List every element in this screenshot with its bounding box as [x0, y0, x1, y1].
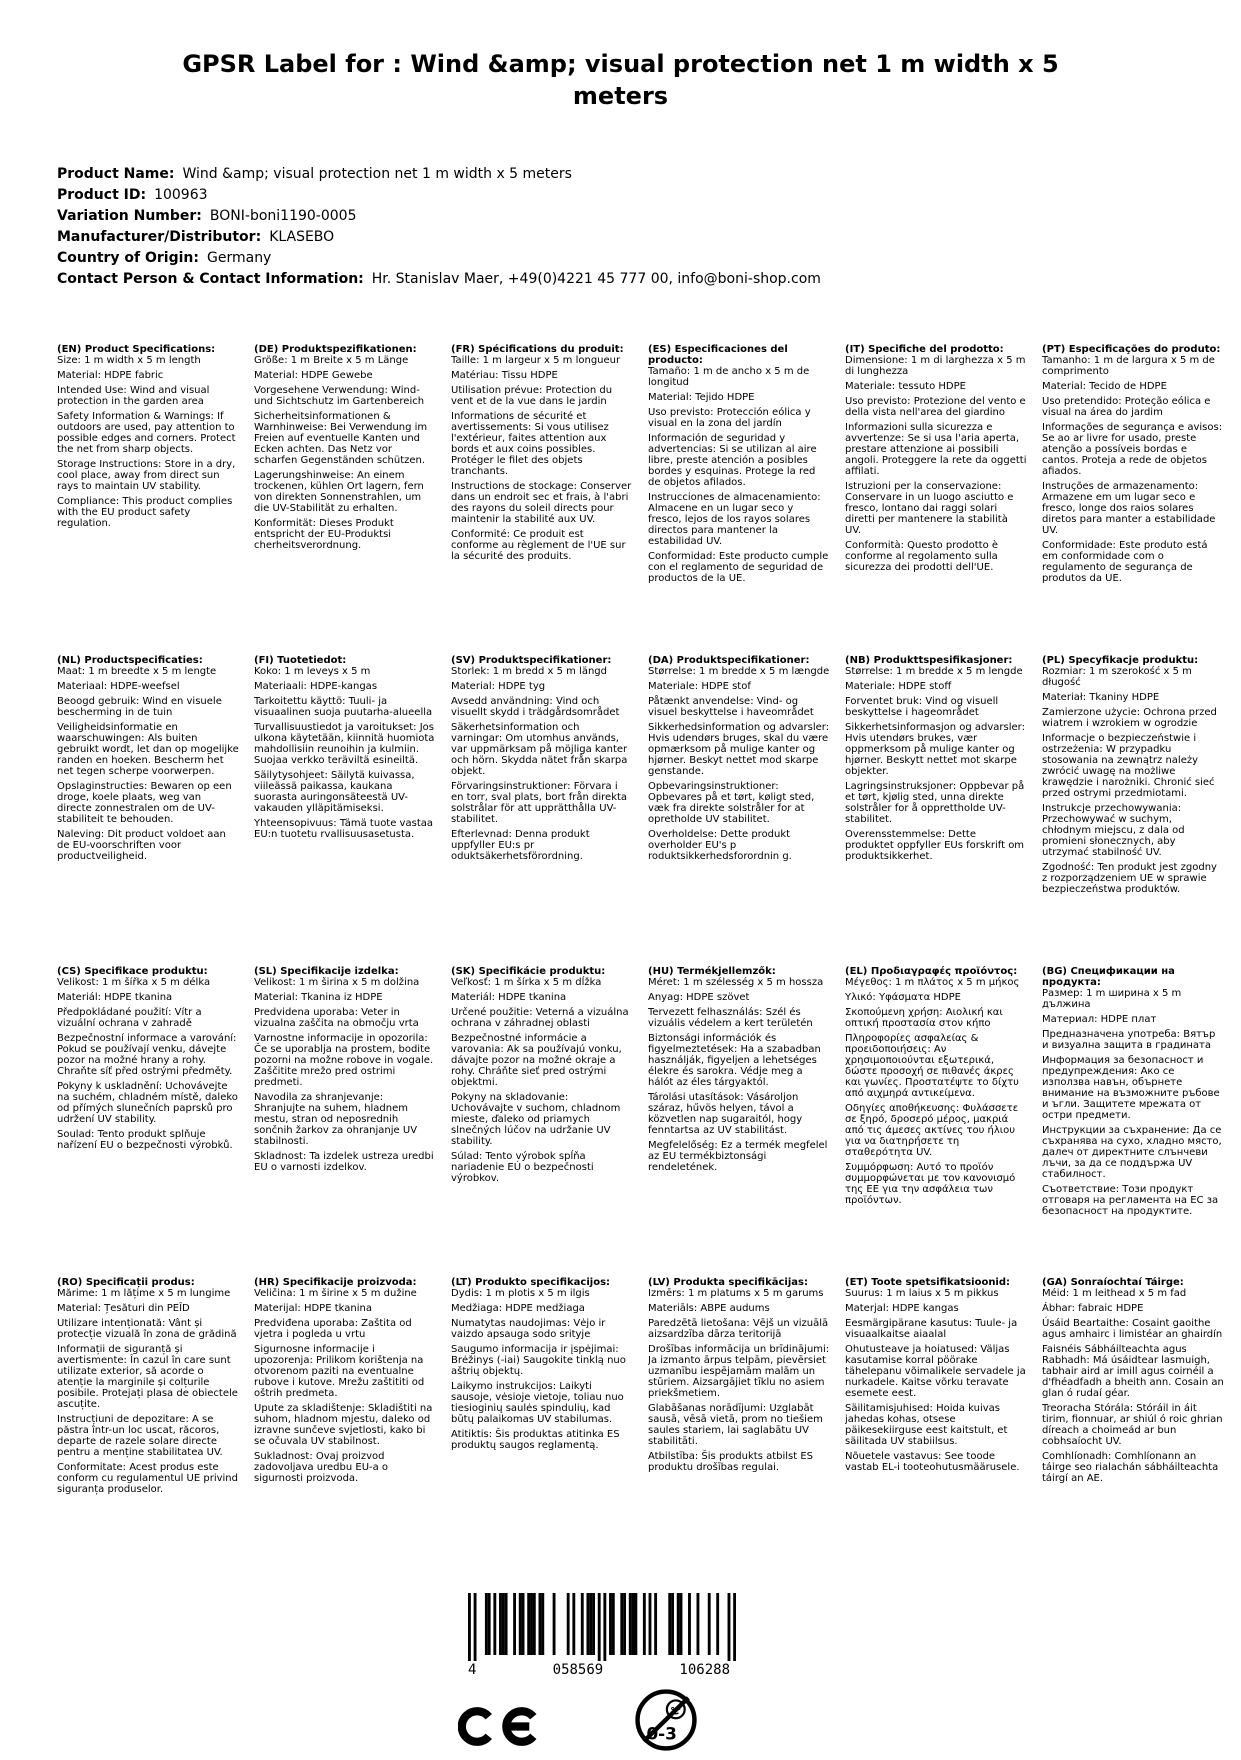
lang-block-body	[648, 366, 830, 584]
lang-block-body	[1042, 355, 1224, 584]
lang-paragraph: Predviđena uporaba: Zaštita od vjetra i pogleda u vrtu	[254, 1318, 412, 1340]
lang-block-header: (HR) Specifikacije proizvoda:	[254, 1277, 417, 1288]
lang-paragraph: Materiale: HDPE stof	[648, 681, 751, 692]
lang-paragraph: Utilizare intenționată: Vânt și protecție vizuală în zona de grădină	[57, 1318, 237, 1340]
lang-paragraph: Ohutusteave ja hoiatused: Väljas kasutamise korral pöörake tähelepanu võimalikele servadele ja nurkadele. Kaitse võrku teravate esemete eest.	[845, 1344, 1026, 1399]
lang-block-fr	[451, 344, 633, 655]
product-field-value: 100963	[154, 187, 208, 203]
lang-block-header: (ES) Especificaciones del producto:	[648, 344, 788, 366]
lang-paragraph: Zgodność: Ten produkt jest zgodny z rozporządzeniem UE w sprawie bezpieczeństwa produktów.	[1042, 862, 1217, 895]
lang-paragraph: Soulad: Tento produkt splňuje nařízení EU o bezpečnosti výrobků.	[57, 1129, 233, 1151]
lang-block-header: (SV) Produktspecifikationer:	[451, 655, 612, 666]
product-field-value: BONI-boni1190-0005	[209, 208, 357, 224]
lang-paragraph: Veličina: 1 m širine x 5 m dužine	[254, 1288, 417, 1299]
lang-block-header: (DE) Produktspezifikationen:	[254, 344, 417, 355]
lang-paragraph: Predvidena uporaba: Veter in vizualna zaščita na območju vrta	[254, 1007, 419, 1029]
lang-paragraph: Saugumo informacija ir įspėjimai: Brėžinys (-iai) Saugokite tinklą nuo aštrių objektų.	[451, 1344, 626, 1377]
lang-paragraph: Medžiaga: HDPE medžiaga	[451, 1303, 585, 1314]
lang-block-ga	[1042, 1277, 1224, 1588]
lang-paragraph: Material: HDPE Gewebe	[254, 370, 373, 381]
barcode-bars-icon	[468, 1593, 736, 1661]
lang-paragraph: Treoracha Stórála: Stóráil in áit tirim, fionnuar, ar shiúl ó roic ghrian díreach a choimeád ar bun cobhsaíocht UV.	[1042, 1403, 1223, 1447]
lang-paragraph: Opslaginstructies: Bewaren op een droge, koele plaats, weg van directe zonnestralen om de UV-stabiliteit te behouden.	[57, 781, 232, 825]
lang-paragraph: Suurus: 1 m laius x 5 m pikkus	[845, 1288, 999, 1299]
lang-paragraph: Vorgesehene Verwendung: Wind- und Sichtschutz im Gartenbereich	[254, 385, 425, 407]
lang-paragraph: Storlek: 1 m bredd x 5 m längd	[451, 666, 607, 677]
lang-paragraph: Materiał: Tkaniny HDPE	[1042, 692, 1160, 703]
lang-block-header: (CS) Specifikace produktu:	[57, 966, 208, 977]
lang-block-body	[845, 666, 1027, 862]
lang-block-header: (PT) Especificações do produto:	[1042, 344, 1221, 355]
lang-paragraph: Material: Țesături din PEÎD	[57, 1303, 190, 1314]
lang-paragraph: Størrelse: 1 m bredde x 5 m lengde	[845, 666, 1023, 677]
lang-block-hu	[648, 966, 830, 1277]
lang-paragraph: Sikkerhedsinformation og advarsler: Hvis udendørs bruges, skal du være opmærksom på mulige kanter og hjørner. Beskyt nettet mod skarpe genstande.	[648, 722, 830, 777]
lang-paragraph: Avsedd användning: Vind och visuellt skydd i trädgårdsområdet	[451, 696, 620, 718]
lang-paragraph: Materiál: HDPE tkanina	[451, 992, 567, 1003]
lang-paragraph: Materiaal: HDPE-weefsel	[57, 681, 180, 692]
lang-paragraph: Konformität: Dieses Produkt entspricht der EU-Produktsi cherheitsverordnung.	[254, 518, 394, 551]
lang-paragraph: Material: Tejido HDPE	[648, 392, 755, 403]
age-warning-0-3-icon	[634, 1684, 698, 1760]
lang-paragraph: Sikkerhetsinformasjon og advarsler: Hvis utendørs brukes, vær oppmerksom på mulige kanter og hjørner. Beskytt nettet mot skarpe objekter.	[845, 722, 1025, 777]
lang-paragraph: Materiál: HDPE tkanina	[57, 992, 173, 1003]
lang-paragraph: Material: Tkanina iz HDPE	[254, 992, 383, 1003]
product-field-value: Hr. Stanislav Maer, +49(0)4221 45 777 00, info@boni-shop.com	[371, 271, 821, 287]
lang-paragraph: Laikymo instrukcijos: Laikyti sausoje, vėsioje vietoje, toliau nuo tiesioginių saulės spindulių, kad būtų palaikomas UV stabilumas.	[451, 1381, 624, 1425]
lang-paragraph: Matériau: Tissu HDPE	[451, 370, 558, 381]
lang-paragraph: Instruções de armazenamento: Armazene em um lugar seco e fresco, longe dos raios solares diretos para manter a estabilidade UV.	[1042, 481, 1216, 536]
lang-paragraph: Информация за безопасност и предупреждения: Ако се използва навън, обърнете внимание на възможните ръбове и ъгли. Защитете мрежата от остри предмети.	[1042, 1055, 1220, 1121]
lang-paragraph: Velikost: 1 m širina x 5 m dolžina	[254, 977, 420, 988]
lang-paragraph: Atbilstība: Šis produkts atbilst ES produktu drošības regulai.	[648, 1451, 814, 1473]
lang-block-header: (IT) Specifiche del prodotto:	[845, 344, 1004, 355]
product-field-row	[57, 227, 821, 248]
lang-paragraph: Utilisation prévue: Protection du vent et de la vue dans le jardin	[451, 385, 613, 407]
product-field-value: Germany	[207, 250, 272, 266]
lang-paragraph: Conformità: Questo prodotto è conforme al regolamento sulla sicurezza dei prodotti dell'UE.	[845, 540, 999, 573]
product-field-label: Product ID:	[57, 187, 147, 203]
age-warning-text: 0-3	[646, 1723, 677, 1744]
lang-block-cs	[57, 966, 239, 1277]
lang-paragraph: Size: 1 m width x 5 m length	[57, 355, 201, 366]
lang-paragraph: Materjal: HDPE kangas	[845, 1303, 959, 1314]
lang-block-sv	[451, 655, 633, 966]
lang-paragraph: Tamaño: 1 m de ancho x 5 m de longitud	[648, 366, 810, 388]
lang-paragraph: Compliance: This product complies with the EU product safety regulation.	[57, 496, 233, 529]
lang-paragraph: Veiligheidsinformatie en waarschuwingen: Als buiten gebruikt wordt, let dan op mogelijke randen en hoeken. Bescherm het net tegen scherpe voorwerpen.	[57, 722, 239, 777]
lang-paragraph: Upute za skladištenje: Skladištiti na suhom, hladnom mjestu, daleko od izravne sunčeve svjetlosti, kako bi se očuvala UV stabilnost.	[254, 1403, 433, 1447]
lang-block-body	[254, 355, 436, 551]
lang-paragraph: Förvaringsinstruktioner: Förvara i en torr, sval plats, bort från direkta solstrålar för att upprätthålla UV-stabilitet.	[451, 781, 628, 825]
lang-paragraph: Skladnost: Ta izdelek ustreza uredbi EU o varnosti izdelkov.	[254, 1151, 434, 1173]
lang-paragraph: Naleving: Dit product voldoet aan de EU-voorschriften voor productveiligheid.	[57, 829, 226, 862]
lang-paragraph: Pokyny na skladovanie: Uchovávajte v suchom, chladnom mieste, ďaleko od priamych slnečných lúčov na udržanie UV stability.	[451, 1092, 621, 1147]
lang-paragraph: Intended Use: Wind and visual protection in the garden area	[57, 385, 210, 407]
lang-block-lt	[451, 1277, 633, 1588]
lang-paragraph: Material: HDPE fabric	[57, 370, 164, 381]
lang-block-header: (EL) Προδιαγραφές προϊόντος:	[845, 966, 1018, 977]
lang-paragraph: Información de seguridad y advertencias: Si se utilizan al aire libre, preste atención a posibles bordes y esquinas. Protege la red de objetos afilados.	[648, 433, 817, 488]
lang-block-body	[451, 977, 633, 1184]
lang-paragraph: Materiale: HDPE stoff	[845, 681, 952, 692]
lang-block-body	[254, 666, 436, 840]
lang-block-header: (SK) Špecifikácie produktu:	[451, 966, 606, 977]
lang-paragraph: Anyag: HDPE szövet	[648, 992, 750, 1003]
lang-block-body	[451, 666, 633, 862]
lang-paragraph: Dydis: 1 m plotis x 5 m ilgis	[451, 1288, 590, 1299]
lang-paragraph: Overensstemmelse: Dette produktet oppfyller EUs forskrift om produktsikkerhet.	[845, 829, 1025, 862]
lang-paragraph: Materiāls: ABPE audums	[648, 1303, 770, 1314]
lang-paragraph: Beoogd gebruik: Wind en visuele bescherming in de tuin	[57, 696, 222, 718]
lang-paragraph: Uso previsto: Protezione del vento e della vista nell'area del giardino	[845, 396, 1026, 418]
lang-paragraph: Súlad: Tento výrobok spĺňa nariadenie EÚ o bezpečnosti výrobkov.	[451, 1151, 594, 1184]
lang-block-bg	[1042, 966, 1224, 1277]
lang-paragraph: Mărime: 1 m lățime x 5 m lungime	[57, 1288, 231, 1299]
language-grid	[57, 344, 1224, 1588]
lang-paragraph: Instrucțiuni de depozitare: A se păstra într-un loc uscat, răcoros, departe de razele solare directe pentru a menține stabilitatea UV.	[57, 1414, 223, 1458]
lang-block-body	[57, 666, 239, 862]
lang-paragraph: Faisnéis Sábháilteachta agus Rabhadh: Má úsáidtear lasmuigh, tabhair aird ar imill agus coirnéil a d'fhéadfadh a bheith ann. Cosain an glan ó rudaí géar.	[1042, 1344, 1224, 1399]
lang-paragraph: Bezpečnostné informácie a varovania: Ak sa používajú vonku, dávajte pozor na možné okraje a rohy. Chráňte sieť pred ostrými objektmi.	[451, 1033, 622, 1088]
lang-block-es	[648, 344, 830, 655]
lang-paragraph: Conformitate: Acest produs este conform cu regulamentul UE privind siguranța produselor.	[57, 1462, 238, 1495]
lang-paragraph: Tarkoitettu käyttö: Tuuli- ja visuaalinen suoja puutarha-alueella	[254, 696, 433, 718]
lang-paragraph: Tervezett felhasználás: Szél és vizuális védelem a kert területén	[648, 1007, 813, 1029]
product-field-row	[57, 269, 821, 290]
lang-paragraph: Drošības informācija un brīdinājumi: Ja izmanto ārpus telpām, pievērsiet uzmanību iespējamām malām un stūriem. Aizsargājiet tīklu no asiem priekšmetiem.	[648, 1344, 830, 1399]
product-field-label: Manufacturer/Distributor:	[57, 229, 262, 245]
lang-paragraph: Uso previsto: Protección eólica y visual en la zona del jardín	[648, 407, 811, 429]
lang-paragraph: Conformidade: Este produto está em conformidade com o regulamento de segurança de produtos da UE.	[1042, 540, 1208, 584]
lang-paragraph: Säkerhetsinformation och varningar: Om utomhus används, var uppmärksam på möjliga kanter och hörn. Skydda nätet från skarpa objekt.	[451, 722, 628, 777]
barcode-digits	[468, 1662, 740, 1678]
barcode-first-digit: 4	[468, 1662, 477, 1678]
lang-block-en	[57, 344, 239, 655]
ce-mark-icon	[458, 1706, 542, 1751]
barcode-group1: 058569	[552, 1662, 604, 1678]
lang-block-header: (SL) Specifikacije izdelka:	[254, 966, 399, 977]
lang-paragraph: Ábhar: fabraic HDPE	[1042, 1303, 1144, 1314]
lang-paragraph: Navodila za shranjevanje: Shranjujte na suhem, hladnem mestu, stran od neposrednih sončnih žarkov za ohranjanje UV stabilnosti.	[254, 1092, 418, 1147]
lang-paragraph: Инструкции за съхранение: Да се съхранява на сухо, хладно място, далеч от директните слънчеви лъчи, за да се поддържа UV стабилност.	[1042, 1125, 1222, 1180]
lang-paragraph: Overholdelse: Dette produkt overholder EU's p roduktsikkerhedsforordnin g.	[648, 829, 792, 862]
lang-paragraph: Påtænkt anvendelse: Vind- og visuel beskyttelse i haveområdet	[648, 696, 814, 718]
lang-block-body	[1042, 666, 1224, 895]
product-field-value: Wind &amp; visual protection net 1 m width x 5 meters	[182, 166, 572, 182]
lang-paragraph: Rozmiar: 1 m szerokość x 5 m długość	[1042, 666, 1192, 688]
lang-block-body	[254, 977, 436, 1173]
lang-paragraph: Größe: 1 m Breite x 5 m Länge	[254, 355, 409, 366]
lang-paragraph: Съответствие: Този продукт отговаря на регламента на ЕС за безопасност на продуктите.	[1042, 1184, 1219, 1217]
lang-paragraph: Safety Information & Warnings: If outdoors are used, pay attention to possible edges and corners. Protect the net from sharp objects.	[57, 411, 236, 455]
lang-paragraph: Συμμόρφωση: Αυτό το προϊόν συμμορφώνεται με τον κανονισμό της ΕΕ για την ασφάλεια των προϊόντων.	[845, 1162, 1016, 1206]
lang-paragraph: Veľkosť: 1 m šírka x 5 m dĺžka	[451, 977, 602, 988]
lang-paragraph: Efterlevnad: Denna produkt uppfyller EU:s pr oduktsäkerhetsförordning.	[451, 829, 590, 862]
lang-block-fi	[254, 655, 436, 966]
product-field-label: Product Name:	[57, 166, 175, 182]
lang-paragraph: Storage Instructions: Store in a dry, cool place, away from direct sun rays to maintain UV stability.	[57, 459, 236, 492]
lang-paragraph: Atitiktis: Šis produktas atitinka ES produktų saugos reglamentą.	[451, 1429, 620, 1451]
lang-paragraph: Informations de sécurité et avertissements: Si vous utilisez l'extérieur, faites attention aux bords et aux coins possibles. Protéger le filet des objets tranchants.	[451, 411, 609, 477]
page-title-text: GPSR Label for : Wind &amp; visual protection net 1 m width x 5 meters	[182, 50, 1059, 110]
lang-block-header: (FR) Spécifications du produit:	[451, 344, 624, 355]
lang-block-body	[1042, 988, 1224, 1217]
lang-paragraph: Comhlíonadh: Comhlíonann an táirge seo rialachán sábháilteachta táirgí an AE.	[1042, 1451, 1219, 1484]
lang-paragraph: Sukladnost: Ovaj proizvod zadovoljava uredbu EU-a o sigurnosti proizvoda.	[254, 1451, 389, 1484]
lang-paragraph: Taille: 1 m largeur x 5 m longueur	[451, 355, 621, 366]
lang-paragraph: Sigurnosne informacije i upozorenja: Prilikom korištenja na otvorenom paziti na eventualne rubove i kutove. Mrežu zaštititi od oštrih predmeta.	[254, 1344, 425, 1399]
lang-paragraph: Méret: 1 m szélesség x 5 m hossza	[648, 977, 824, 988]
lang-block-sk	[451, 966, 633, 1277]
lang-block-body	[451, 355, 633, 562]
lang-block-ro	[57, 1277, 239, 1588]
lang-paragraph: Paredzētā lietošana: Vējš un vizuālā aizsardzība dārza teritorijā	[648, 1318, 829, 1340]
lang-paragraph: Säilitamisjuhised: Hoida kuivas jahedas kohas, otsese päikesekiirguse eest kaitstult, et säilitada UV stabiilsus.	[845, 1403, 1008, 1447]
lang-paragraph: Οδηγίες αποθήκευσης: Φυλάσσετε σε ξηρό, δροσερό μέρος, μακριά από τις άμεσες ακτίνες του ήλιου για να διατηρήσετε τη σταθερότητα UV.	[845, 1103, 1019, 1158]
lang-block-et	[845, 1277, 1027, 1588]
lang-paragraph: Instrucciones de almacenamiento: Almacene en un lugar seco y fresco, lejos de los rayos solares directos para mantener la estabilidad UV.	[648, 492, 821, 547]
lang-paragraph: Biztonsági információk és figyelmeztetések: Ha a szabadban használják, figyeljen a lehetséges élekre és sarokra. Védje meg a hálót az éles tárgyaktól.	[648, 1033, 821, 1088]
lang-paragraph: Lagerungshinweise: An einem trockenen, kühlen Ort lagern, fern von direkten Sonnenstrahlen, um die UV-Stabilität zu erhalten.	[254, 470, 424, 514]
lang-block-lv	[648, 1277, 830, 1588]
lang-block-body	[57, 1288, 239, 1495]
lang-paragraph: Pokyny k uskladnění: Uchovávejte na suchém, chladném místě, daleko od přímých slunečních paprsků pro udržení UV stability.	[57, 1081, 238, 1125]
lang-block-header: (HU) Termékjellemzők:	[648, 966, 776, 977]
lang-paragraph: Σκοπούμενη χρήση: Αιολική και οπτική προστασία στον κήπο	[845, 1007, 1003, 1029]
lang-block-hr	[254, 1277, 436, 1588]
lang-paragraph: Πληροφορίες ασφαλείας & προειδοποιήσεις: Αν χρησιμοποιούνται εξωτερικά, δώστε προσοχή σε πιθανές άκρες και γωνίες. Προστατέψτε το δίχτυ από αιχμηρά αντικείμενα.	[845, 1033, 1019, 1099]
lang-paragraph: Nõuetele vastavus: See toode vastab EL-i tooteohutusmäärusele.	[845, 1451, 1020, 1473]
lang-block-header: (PL) Specyfikacje produktu:	[1042, 655, 1199, 666]
lang-block-body	[57, 355, 239, 529]
lang-block-body	[254, 1288, 436, 1484]
product-info	[57, 164, 821, 290]
lang-block-header: (LV) Produkta specifikācijas:	[648, 1277, 808, 1288]
lang-paragraph: Размер: 1 m ширина x 5 m дължина	[1042, 988, 1182, 1010]
lang-block-nb	[845, 655, 1027, 966]
lang-paragraph: Υλικό: Υφάσματα HDPE	[845, 992, 961, 1003]
lang-paragraph: Material: HDPE tyg	[451, 681, 546, 692]
lang-paragraph: Velikost: 1 m šířka x 5 m délka	[57, 977, 211, 988]
lang-paragraph: Materiale: tessuto HDPE	[845, 381, 966, 392]
lang-paragraph: Určené použitie: Veterná a vizuálna ochrana v záhradnej oblasti	[451, 1007, 629, 1029]
lang-paragraph: Uso pretendido: Proteção eólica e visual na área do jardim	[1042, 396, 1211, 418]
lang-paragraph: Izmērs: 1 m platums x 5 m garums	[648, 1288, 824, 1299]
lang-paragraph: Tamanho: 1 m de largura x 5 m de comprimento	[1042, 355, 1215, 377]
lang-block-body	[845, 355, 1027, 573]
lang-paragraph: Предназначена употреба: Вятър и визуална защита в градината	[1042, 1029, 1216, 1051]
lang-block-header: (FI) Tuotetiedot:	[254, 655, 347, 666]
lang-block-header: (RO) Specificații produs:	[57, 1277, 195, 1288]
lang-block-body	[648, 1288, 830, 1473]
lang-block-header: (NB) Produkttspesifikasjoner:	[845, 655, 1013, 666]
lang-block-body	[57, 977, 239, 1151]
lang-paragraph: Lagringsinstruksjoner: Oppbevar på et tørt, kjølig sted, unna direkte solstråler for å opprettholde UV-stabilitet.	[845, 781, 1025, 825]
lang-paragraph: Maat: 1 m breedte x 5 m lengte	[57, 666, 217, 677]
lang-block-header: (DA) Produktspecifikationer:	[648, 655, 810, 666]
lang-paragraph: Koko: 1 m leveys x 5 m	[254, 666, 371, 677]
lang-paragraph: Tárolási utasítások: Vásároljon száraz, hűvös helyen, távol a közvetlen nap sugaraitól, hogy fenntartsa az UV stabilitást.	[648, 1092, 803, 1136]
lang-block-da	[648, 655, 830, 966]
lang-block-header: (NL) Productspecificaties:	[57, 655, 203, 666]
lang-block-pt	[1042, 344, 1224, 655]
lang-paragraph: Istruzioni per la conservazione: Conservare in un luogo asciutto e fresco, lontano dai raggi solari diretti per mantenere la stabilità UV.	[845, 481, 1014, 536]
product-field-row	[57, 185, 821, 206]
lang-block-nl	[57, 655, 239, 966]
lang-paragraph: Varnostne informacije in opozorila: Če se uporablja na prostem, bodite pozorni na možne robove in vogale. Zaščitite mrežo pred ostrimi predmeti.	[254, 1033, 434, 1088]
product-field-row	[57, 248, 821, 269]
lang-paragraph: Materijal: HDPE tkanina	[254, 1303, 372, 1314]
lang-paragraph: Conformité: Ce produit est conforme au règlement de l'UE sur la sécurité des produits.	[451, 529, 626, 562]
lang-paragraph: Yhteensopivuus: Tämä tuote vastaa EU:n tuotetu rvallisuusasetusta.	[254, 818, 433, 840]
product-field-row	[57, 164, 821, 185]
lang-paragraph: Bezpečnostní informace a varování: Pokud se používají venku, dávejte pozor na možné hrany a rohy. Chraňte síť před ostrými předměty.	[57, 1033, 237, 1077]
lang-block-body	[451, 1288, 633, 1451]
lang-paragraph: Informacje o bezpieczeństwie i ostrzeżenia: W przypadku stosowania na zewnątrz należy zwrócić uwagę na możliwe krawędzie i narożniki. Chronić sieć przed ostrymi przedmiotami.	[1042, 733, 1215, 799]
lang-paragraph: Instrukcje przechowywania: Przechowywać w suchym, chłodnym miejscu, z dala od promieni słonecznych, aby utrzymać stabilność UV.	[1042, 803, 1185, 858]
lang-paragraph: Úsáid Beartaithe: Cosaint gaoithe agus amhairc i limistéar an ghairdín	[1042, 1318, 1223, 1340]
lang-block-sl	[254, 966, 436, 1277]
lang-paragraph: Megfelelőség: Ez a termék megfelel az EU termékbiztonsági rendeletének.	[648, 1140, 828, 1173]
barcode	[468, 1593, 740, 1678]
lang-paragraph: Forventet bruk: Vind og visuell beskyttelse i hageområdet	[845, 696, 999, 718]
lang-paragraph: Materiaali: HDPE-kangas	[254, 681, 378, 692]
lang-block-body	[845, 977, 1027, 1206]
lang-paragraph: Turvallisuustiedot ja varoitukset: Jos ulkona käytetään, kiinnitä huomiota mahdollisiin reunoihin ja kulmiin. Suojaa verkko teräviltä esineiltä.	[254, 722, 435, 766]
product-field-label: Country of Origin:	[57, 250, 199, 266]
lang-paragraph: Материал: HDPE плат	[1042, 1014, 1157, 1025]
product-field-value: KLASEBO	[269, 229, 335, 245]
lang-block-body	[845, 1288, 1027, 1473]
product-field-row	[57, 206, 821, 227]
lang-paragraph: Størrelse: 1 m bredde x 5 m længde	[648, 666, 830, 677]
lang-paragraph: Material: Tecido de HDPE	[1042, 381, 1167, 392]
barcode-group2: 106288	[679, 1662, 730, 1678]
lang-paragraph: Eesmärgipärane kasutus: Tuule- ja visuaalkaitse aiaalal	[845, 1318, 1018, 1340]
lang-block-header: (EN) Product Specifications:	[57, 344, 216, 355]
lang-paragraph: Informații de siguranță și avertismente: În cazul în care sunt utilizate exterior, să acorde o atenție la marginile și colțurile posibile. Protejați plasa de obiectele ascuțite.	[57, 1344, 238, 1410]
lang-paragraph: Předpokládané použití: Vítr a vizuální ochrana v zahradě	[57, 1007, 202, 1029]
lang-paragraph: Zamierzone użycie: Ochrona przed wiatrem i wzrokiem w ogrodzie	[1042, 707, 1217, 729]
lang-block-header: (LT) Produkto specifikacijos:	[451, 1277, 611, 1288]
lang-block-header: (BG) Спецификации на продукта:	[1042, 966, 1175, 988]
lang-paragraph: Informações de segurança e avisos: Se ao ar livre for usado, preste atenção a possíveis bordas e cantos. Proteja a rede de objetos afiados.	[1042, 422, 1223, 477]
lang-block-it	[845, 344, 1027, 655]
lang-paragraph: Sicherheitsinformationen & Warnhinweise: Bei Verwendung im Freien auf eventuelle Kanten und Ecken achten. Das Netz vor scharfen Gegenständen schützen.	[254, 411, 428, 466]
product-field-label: Contact Person & Contact Information:	[57, 271, 364, 287]
lang-paragraph: Glabāšanas norādījumi: Uzglabāt sausā, vēsā vietā, prom no tiešiem saules stariem, lai saglabātu UV stabilitāti.	[648, 1403, 823, 1447]
lang-block-body	[648, 977, 830, 1173]
lang-block-pl	[1042, 655, 1224, 966]
lang-paragraph: Numatytas naudojimas: Vėjo ir vaizdo apsauga sodo srityje	[451, 1318, 606, 1340]
lang-paragraph: Opbevaringsinstruktioner: Opbevares på et tørt, køligt sted, væk fra direkte solstråler for at opretholde UV stabilitet.	[648, 781, 815, 825]
lang-block-header: (GA) Sonraíochtaí Táirge:	[1042, 1277, 1184, 1288]
lang-paragraph: Informazioni sulla sicurezza e avvertenze: Se si usa l'aria aperta, prestare attenzione ai possibili angoli. Proteggere la rete da oggetti affilati.	[845, 422, 1027, 477]
lang-paragraph: Dimensione: 1 m di larghezza x 5 m di lunghezza	[845, 355, 1026, 377]
lang-block-body	[1042, 1288, 1224, 1484]
lang-paragraph: Μέγεθος: 1 m πλάτος x 5 m μήκος	[845, 977, 1020, 988]
lang-paragraph: Säilytysohjeet: Säilytä kuivassa, viileässä paikassa, kaukana suorasta auringonsäteestä UV-vakauden ylläpitämiseksi.	[254, 770, 415, 814]
lang-block-el	[845, 966, 1027, 1277]
page-title	[0, 48, 1241, 112]
product-field-label: Variation Number:	[57, 208, 202, 224]
lang-block-header: (ET) Toote spetsifikatsioonid:	[845, 1277, 1011, 1288]
lang-paragraph: Instructions de stockage: Conserver dans un endroit sec et frais, à l'abri des rayons du soleil directs pour maintenir la stabilité aux UV.	[451, 481, 632, 525]
lang-block-de	[254, 344, 436, 655]
lang-paragraph: Conformidad: Este producto cumple con el reglamento de seguridad de productos de la UE.	[648, 551, 829, 584]
lang-paragraph: Méid: 1 m leithead x 5 m fad	[1042, 1288, 1187, 1299]
lang-block-body	[648, 666, 830, 862]
